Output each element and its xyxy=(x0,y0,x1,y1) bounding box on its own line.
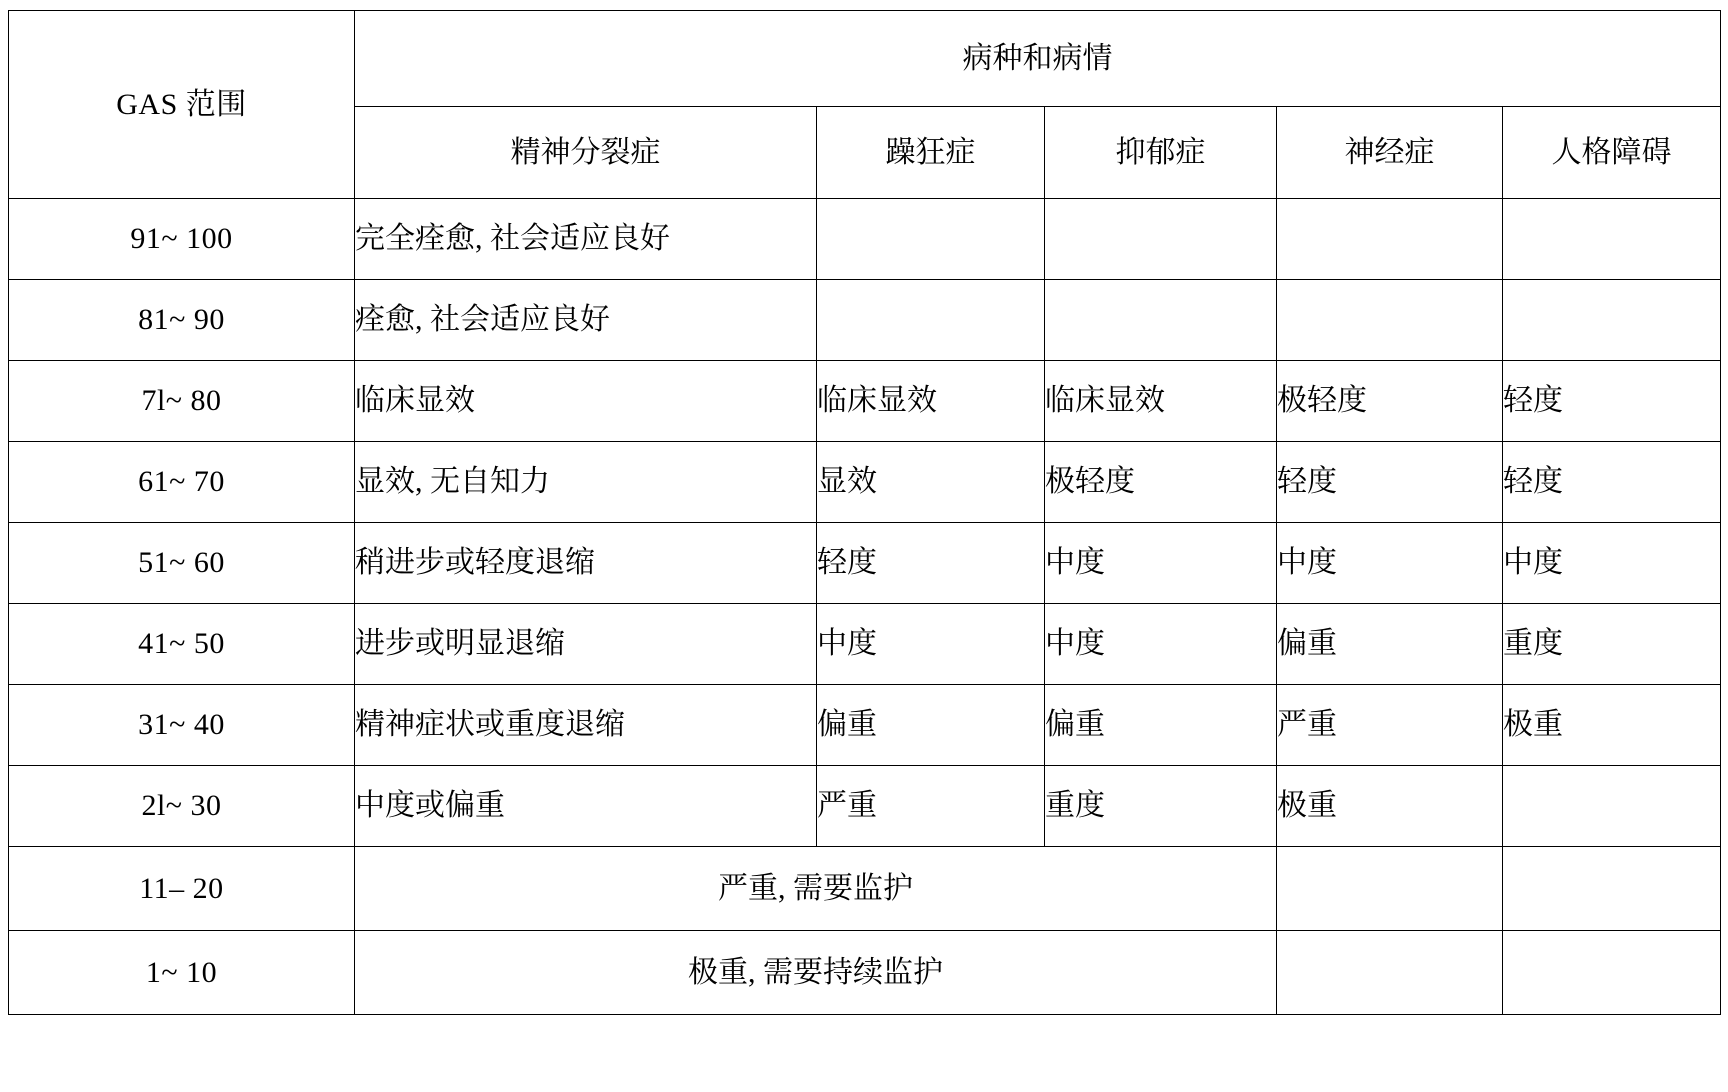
table-row-span xyxy=(9,931,1721,1015)
cell-personality-disorder xyxy=(1503,931,1721,1015)
cell-personality-disorder xyxy=(1503,280,1721,361)
cell-neurosis: 偏重 xyxy=(1277,604,1503,685)
table-row xyxy=(9,685,1721,766)
table-row xyxy=(9,523,1721,604)
cell-personality-disorder: 重度 xyxy=(1503,604,1721,685)
group-header-cell: 病种和病情 xyxy=(355,11,1721,107)
gas-range: 61~ 70 xyxy=(9,442,355,523)
cell-neurosis: 严重 xyxy=(1277,685,1503,766)
cell-mania: 中度 xyxy=(817,604,1045,685)
table-row xyxy=(9,604,1721,685)
cell-span-description: 极重, 需要持续监护 xyxy=(355,931,1277,1015)
cell-depression xyxy=(1045,280,1277,361)
cell-depression: 中度 xyxy=(1045,604,1277,685)
gas-scale-table xyxy=(8,10,1721,1015)
gas-range: 1~ 10 xyxy=(9,931,355,1015)
cell-personality-disorder: 极重 xyxy=(1503,685,1721,766)
cell-personality-disorder xyxy=(1503,766,1721,847)
column-header-mania: 躁狂症 xyxy=(817,107,1045,199)
cell-mania: 显效 xyxy=(817,442,1045,523)
cell-schizophrenia: 临床显效 xyxy=(355,361,817,442)
cell-schizophrenia: 进步或明显退缩 xyxy=(355,604,817,685)
cell-depression xyxy=(1045,199,1277,280)
table-header-row-top xyxy=(9,11,1721,107)
cell-span-description: 严重, 需要监护 xyxy=(355,847,1277,931)
cell-schizophrenia: 痊愈, 社会适应良好 xyxy=(355,280,817,361)
cell-personality-disorder xyxy=(1503,199,1721,280)
column-header-depression: 抑郁症 xyxy=(1045,107,1277,199)
cell-schizophrenia: 显效, 无自知力 xyxy=(355,442,817,523)
table-row xyxy=(9,766,1721,847)
cell-neurosis: 极重 xyxy=(1277,766,1503,847)
gas-range: 31~ 40 xyxy=(9,685,355,766)
cell-neurosis xyxy=(1277,280,1503,361)
cell-depression: 临床显效 xyxy=(1045,361,1277,442)
cell-mania: 偏重 xyxy=(817,685,1045,766)
cell-depression: 中度 xyxy=(1045,523,1277,604)
cell-neurosis xyxy=(1277,847,1503,931)
cell-mania xyxy=(817,199,1045,280)
gas-range: 51~ 60 xyxy=(9,523,355,604)
gas-range: 41~ 50 xyxy=(9,604,355,685)
corner-header-cell: GAS 范围 xyxy=(9,11,355,199)
gas-range: 91~ 100 xyxy=(9,199,355,280)
cell-mania: 轻度 xyxy=(817,523,1045,604)
cell-personality-disorder xyxy=(1503,847,1721,931)
gas-range: 2l~ 30 xyxy=(9,766,355,847)
table-row xyxy=(9,280,1721,361)
gas-range: 81~ 90 xyxy=(9,280,355,361)
cell-neurosis: 中度 xyxy=(1277,523,1503,604)
cell-personality-disorder: 轻度 xyxy=(1503,361,1721,442)
cell-depression: 重度 xyxy=(1045,766,1277,847)
table-row xyxy=(9,361,1721,442)
cell-neurosis xyxy=(1277,931,1503,1015)
table-row xyxy=(9,442,1721,523)
table-row-span xyxy=(9,847,1721,931)
column-header-schizophrenia: 精神分裂症 xyxy=(355,107,817,199)
gas-range: 7l~ 80 xyxy=(9,361,355,442)
column-header-personality-disorder: 人格障碍 xyxy=(1503,107,1721,199)
cell-schizophrenia: 完全痊愈, 社会适应良好 xyxy=(355,199,817,280)
cell-mania: 严重 xyxy=(817,766,1045,847)
cell-mania xyxy=(817,280,1045,361)
column-header-neurosis: 神经症 xyxy=(1277,107,1503,199)
cell-schizophrenia: 精神症状或重度退缩 xyxy=(355,685,817,766)
cell-schizophrenia: 稍进步或轻度退缩 xyxy=(355,523,817,604)
cell-neurosis: 极轻度 xyxy=(1277,361,1503,442)
cell-personality-disorder: 中度 xyxy=(1503,523,1721,604)
table-row xyxy=(9,199,1721,280)
cell-neurosis: 轻度 xyxy=(1277,442,1503,523)
cell-neurosis xyxy=(1277,199,1503,280)
cell-personality-disorder: 轻度 xyxy=(1503,442,1721,523)
cell-depression: 极轻度 xyxy=(1045,442,1277,523)
cell-schizophrenia: 中度或偏重 xyxy=(355,766,817,847)
gas-range: 11– 20 xyxy=(9,847,355,931)
cell-mania: 临床显效 xyxy=(817,361,1045,442)
cell-depression: 偏重 xyxy=(1045,685,1277,766)
